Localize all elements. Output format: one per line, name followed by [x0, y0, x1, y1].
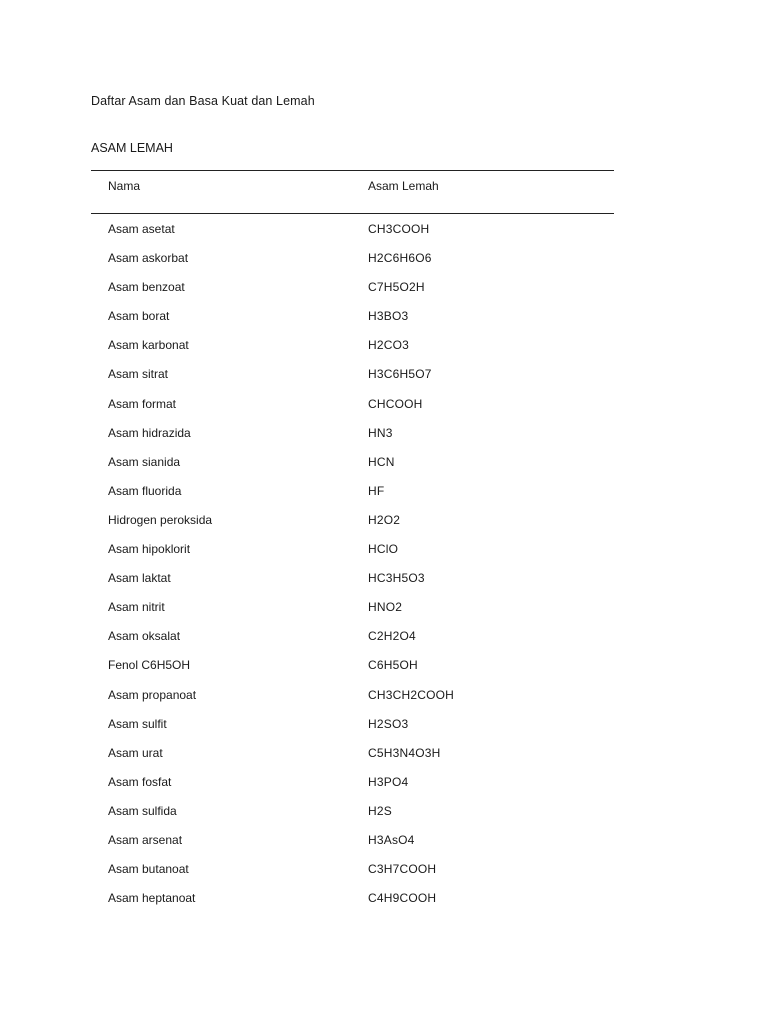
table-top-rule	[91, 170, 614, 171]
table-row	[0, 717, 768, 746]
table-row	[0, 280, 768, 309]
acid-name: Asam borat	[108, 309, 170, 324]
acid-formula: H3PO4	[368, 774, 409, 789]
table-row	[0, 862, 768, 891]
table-header-rule	[91, 213, 614, 214]
table-row	[0, 746, 768, 775]
table-row	[0, 426, 768, 455]
acid-formula: HN3	[368, 425, 393, 440]
table-row	[0, 513, 768, 542]
acid-formula: HCN	[368, 454, 395, 469]
table-row	[0, 484, 768, 513]
acid-formula: C6H5OH	[368, 658, 418, 673]
acid-formula: CH3CH2COOH	[368, 687, 455, 702]
table-row	[0, 251, 768, 280]
table-row	[0, 222, 768, 251]
acid-name: Asam oksalat	[108, 629, 181, 644]
acid-name: Asam hipoklorit	[108, 542, 191, 557]
acid-formula: H2S	[368, 803, 392, 818]
acid-name: Asam laktat	[108, 571, 171, 586]
acid-name: Asam karbonat	[108, 338, 189, 353]
acid-name: Asam butanoat	[108, 862, 189, 877]
acid-formula: H3AsO4	[368, 832, 415, 847]
acid-formula: C5H3N4O3H	[368, 745, 441, 760]
acid-formula: HNO2	[368, 600, 403, 615]
acid-name: Asam askorbat	[108, 251, 189, 266]
table-row	[0, 688, 768, 717]
acid-formula: C2H2O4	[368, 629, 416, 644]
table-row	[0, 891, 768, 920]
table-row	[0, 775, 768, 804]
acid-name: Asam sianida	[108, 454, 181, 469]
acid-formula: H2C6H6O6	[368, 251, 432, 266]
acid-name: Asam sitrat	[108, 367, 169, 382]
acid-formula: HF	[368, 483, 385, 498]
acid-formula: H2SO3	[368, 716, 409, 731]
acid-name: Asam hidrazida	[108, 425, 191, 440]
acid-formula: HC3H5O3	[368, 571, 425, 586]
table-row	[0, 833, 768, 862]
acid-formula: C4H9COOH	[368, 891, 437, 906]
table-row	[0, 804, 768, 833]
acid-name: Asam fosfat	[108, 774, 172, 789]
acid-name: Asam arsenat	[108, 832, 183, 847]
acid-name: Asam propanoat	[108, 687, 197, 702]
table-row	[0, 309, 768, 338]
acid-name: Asam nitrit	[108, 600, 165, 615]
section-title: ASAM LEMAH	[91, 141, 173, 155]
acid-formula: H3C6H5O7	[368, 367, 432, 382]
acid-name: Asam benzoat	[108, 280, 185, 295]
acid-name: Asam sulfit	[108, 716, 167, 731]
acid-formula: HClO	[368, 542, 399, 557]
page-title: Daftar Asam dan Basa Kuat dan Lemah	[91, 94, 315, 108]
acid-name: Asam asetat	[108, 222, 175, 236]
table-row	[0, 367, 768, 396]
table-row	[0, 455, 768, 484]
acid-formula: CHCOOH	[368, 396, 423, 411]
table-row	[0, 338, 768, 367]
table-row	[0, 397, 768, 426]
acid-formula: CH3COOH	[368, 222, 430, 236]
acid-formula: H2CO3	[368, 338, 410, 353]
acid-name: Asam urat	[108, 745, 163, 760]
column-header-formula: Asam Lemah	[368, 179, 439, 193]
acid-name: Asam heptanoat	[108, 891, 196, 906]
acid-formula: C7H5O2H	[368, 280, 425, 295]
acid-name: Fenol C6H5OH	[108, 658, 191, 673]
acid-table-body	[0, 222, 768, 920]
table-row	[0, 542, 768, 571]
acid-name: Hidrogen peroksida	[108, 512, 213, 527]
acid-name: Asam sulfida	[108, 803, 177, 818]
column-header-name: Nama	[108, 179, 141, 193]
acid-formula: C3H7COOH	[368, 862, 437, 877]
table-row	[0, 658, 768, 687]
table-row	[0, 629, 768, 658]
acid-formula: H2O2	[368, 512, 401, 527]
table-row	[0, 571, 768, 600]
acid-name: Asam format	[108, 396, 177, 411]
table-row	[0, 600, 768, 629]
acid-name: Asam fluorida	[108, 483, 182, 498]
acid-formula: H3BO3	[368, 309, 409, 324]
